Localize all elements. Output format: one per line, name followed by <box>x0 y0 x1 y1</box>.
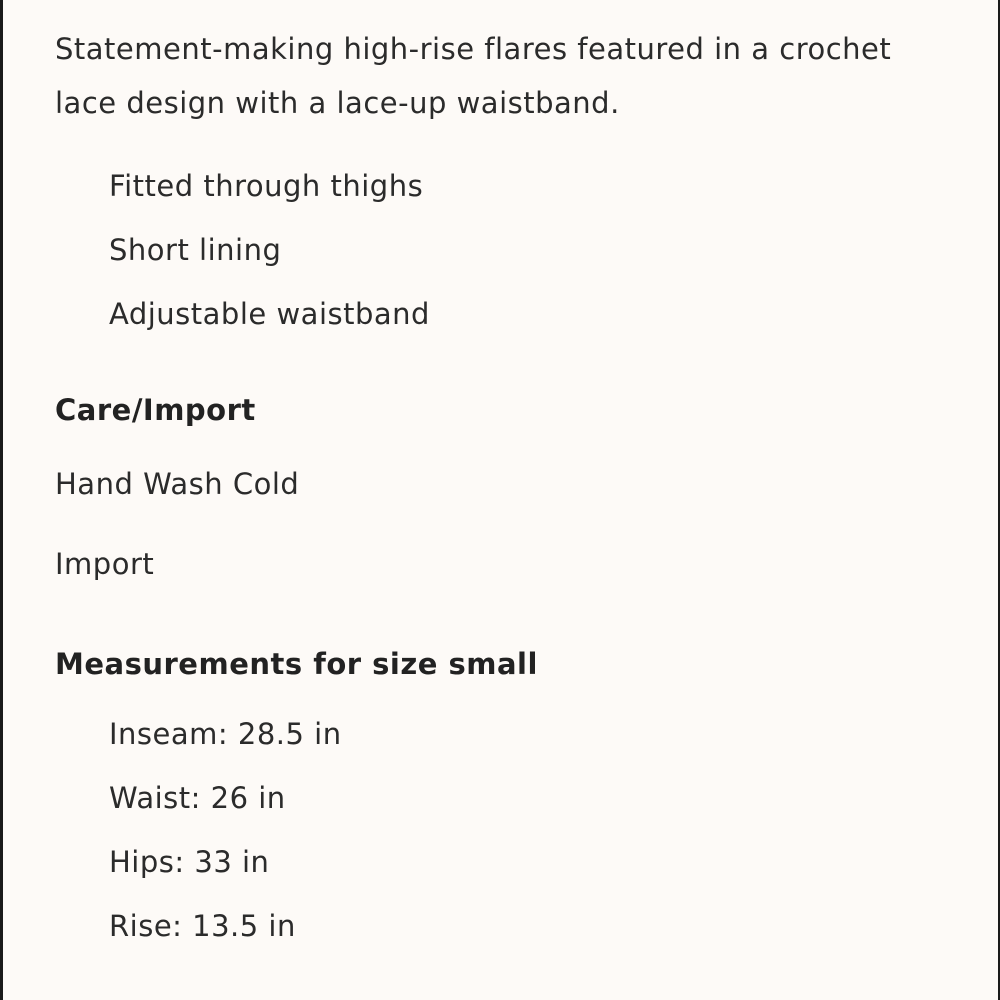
product-description: Statement-making high-rise flares featured in a crochet lace design with a lace-up waistband. <box>55 32 892 120</box>
measurement-item: Hips: 33 in <box>109 845 270 879</box>
product-details-content <box>55 22 955 958</box>
measurement-item: Waist: 26 in <box>109 781 286 815</box>
care-instruction: Hand Wash Cold <box>55 467 300 501</box>
feature-list <box>55 154 955 346</box>
measurements-heading: Measurements for size small <box>55 647 538 681</box>
import-note: Import <box>55 547 155 581</box>
measurements-list <box>55 702 955 958</box>
feature-item: Short lining <box>109 233 282 267</box>
feature-item: Adjustable waistband <box>109 297 430 331</box>
measurement-item: Rise: 13.5 in <box>109 909 296 943</box>
care-import-heading: Care/Import <box>55 393 256 427</box>
feature-item: Fitted through thighs <box>109 169 424 203</box>
measurement-item: Inseam: 28.5 in <box>109 717 342 751</box>
